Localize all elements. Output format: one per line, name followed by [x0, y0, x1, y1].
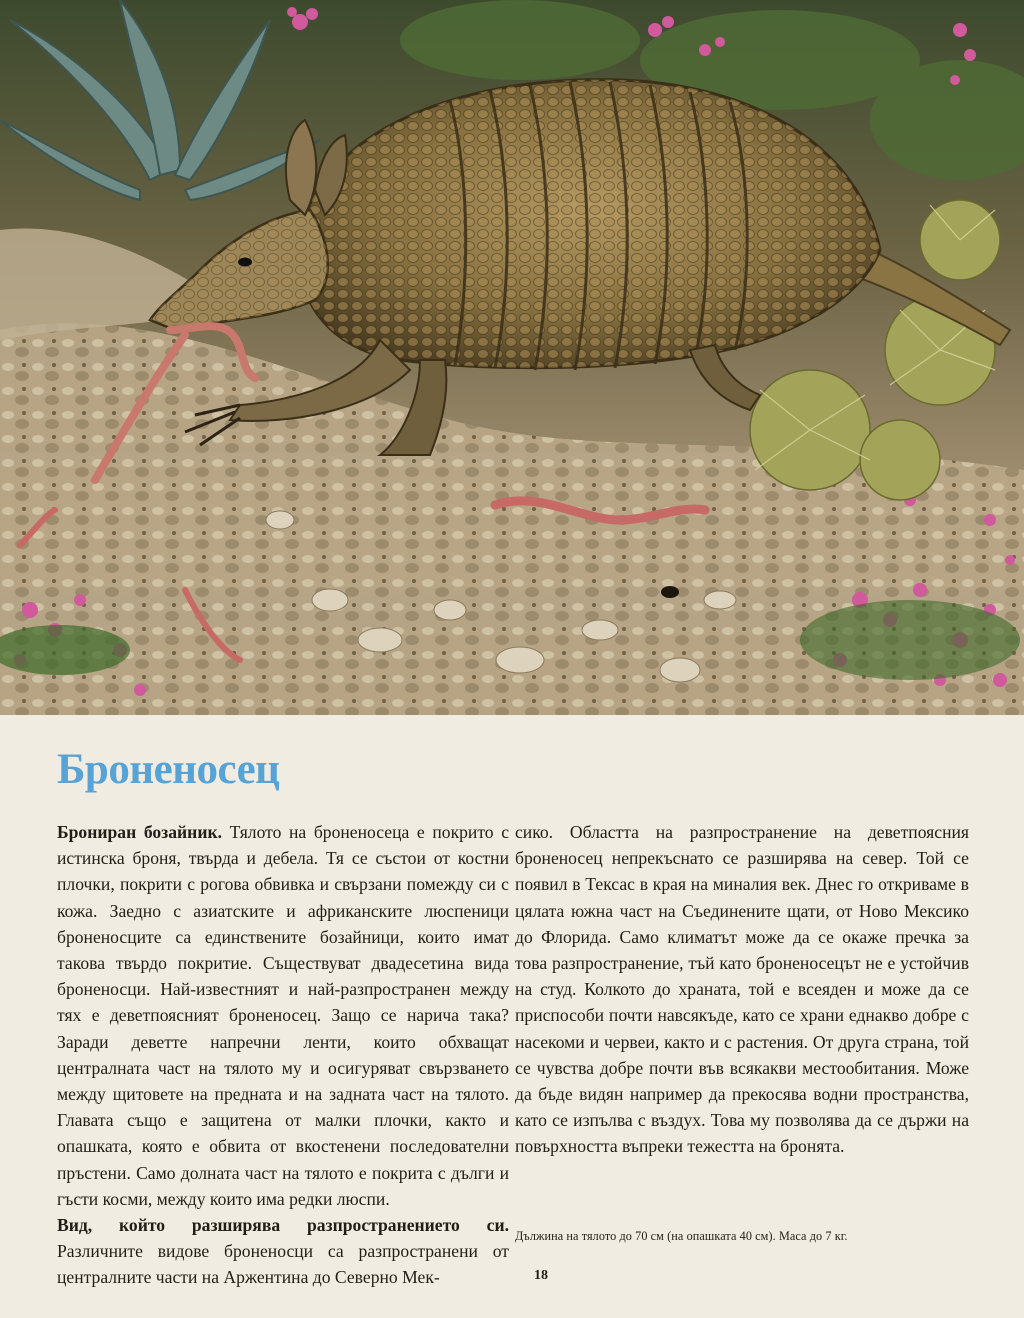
section-heading-expanding-range: Вид, който разширява разпространението си.: [57, 1215, 509, 1236]
article-column-left: [57, 819, 509, 1291]
section-heading-armored-mammal: Брониран бозайник.: [57, 822, 222, 842]
page-number: 18: [534, 1268, 548, 1283]
page-title: Броненосец: [57, 746, 280, 793]
paragraph-text: Тялото на броненосеца е покрито с истинска броня, твърда и дебела. Тя се състои от костни плочки, покрити с рогова обвивка и свързани помежду си с кожа. Заедно с азиатските и африканските люспеници броненосците са единствените бозайници, които имат такова твърдо покритие. Съществуват двадесетина вида броненосци. Най-известният и най-разпространен между тях е деветпоясният броненосец. Защо се нарича така? Заради деветте напречни ленти, които обхващат централната част на тялото му и осигуряват свързването между щитовете на предната и на задната част на тялото. Главата също е защитена от малки плочки, както и опашката, която е обвита от вкостенени последователни пръстени. Само долната част на тялото е покрита с дълги и гъсти косми, между които има редки люспи.: [57, 822, 510, 1209]
paragraph-expanding-range: [57, 1212, 509, 1291]
paragraph-text: Различните видове броненосци са разпространени от централните части на Аржентина до Северно Мек-: [57, 1241, 509, 1288]
species-measurements-caption: Дължина на тялото до 70 см (на опашката 40 см). Маса до 7 кг.: [515, 1229, 848, 1243]
paragraph-continuation: сико. Областта на разпространение на деветпоясния броненосец непрекъснато се разширява на север. Той се появил в Тексас в края на миналия век. Днес го откриваме в цялата южна част на Съединените щати, от Ново Мексико до Флорида. Само климатът може да се окаже пречка за това разпространение, тъй като броненосецът не е устойчив на студ. Колкото до храната, той е всеяден и може да се приспособи почти навсякъде, като се храни еднакво добре с насекоми и червеи, както и с растения. От друга страна, той се чувства добре почти във всякакви местообитания. Може да бъде видян например да прекосява водни пространства, като се изпълва с въздух. Това му позволява да се държи на повърхността въпреки тежестта на бронята.: [515, 822, 969, 1157]
paragraph-armored-mammal: [57, 819, 509, 1212]
article-column-right: [515, 819, 969, 1160]
